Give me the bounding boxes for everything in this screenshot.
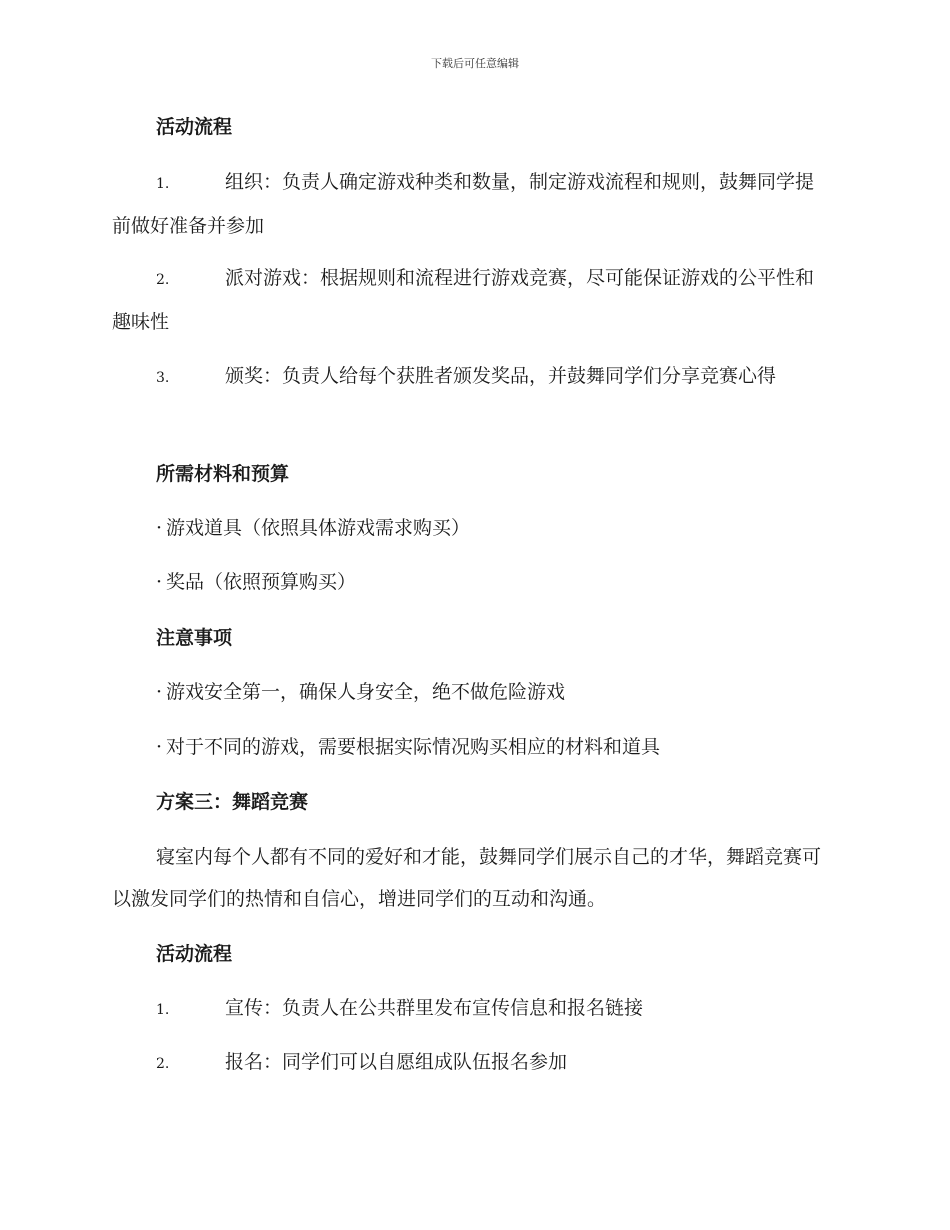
section-heading-notes: 注意事项 bbox=[156, 627, 233, 649]
section-heading-materials: 所需材料和预算 bbox=[156, 463, 290, 485]
bullet-dot: · bbox=[156, 571, 163, 593]
bullet-dot: · bbox=[156, 736, 163, 758]
section-heading-activity-flow-2: 活动流程 bbox=[156, 943, 233, 965]
bullet-item bbox=[156, 569, 356, 595]
bullet-dot: · bbox=[156, 517, 163, 539]
item-text: 报名：同学们可以自愿组成队伍报名参加 bbox=[225, 1051, 568, 1073]
numbered-item bbox=[112, 161, 832, 247]
bullet-item bbox=[156, 679, 565, 705]
header-note: 下载后可任意编辑 bbox=[431, 57, 519, 70]
numbered-item bbox=[112, 1041, 832, 1085]
bullet-item bbox=[156, 515, 470, 541]
item-number: 3. bbox=[156, 370, 170, 386]
item-number: 1. bbox=[156, 176, 170, 192]
bullet-text: 奖品（依照预算购买） bbox=[166, 571, 357, 593]
section-heading-plan3: 方案三：舞蹈竞赛 bbox=[156, 791, 309, 813]
bullet-text: 游戏安全第一，确保人身安全，绝不做危险游戏 bbox=[166, 681, 566, 703]
item-number: 1. bbox=[156, 1002, 170, 1018]
item-text: 颁奖：负责人给每个获胜者颁发奖品，并鼓舞同学们分享竞赛心得 bbox=[225, 365, 777, 387]
item-text: 组织：负责人确定游戏种类和数量，制定游戏流程和规则，鼓舞同学提前做好准备并参加 bbox=[112, 171, 815, 237]
numbered-item bbox=[112, 257, 832, 343]
bullet-item bbox=[156, 734, 660, 760]
bullet-text: 游戏道具（依照具体游戏需求购买） bbox=[166, 517, 471, 539]
item-text: 派对游戏：根据规则和流程进行游戏竞赛，尽可能保证游戏的公平性和趣味性 bbox=[112, 267, 815, 333]
plan3-intro-paragraph: 寝室内每个人都有不同的爱好和才能，鼓舞同学们展示自己的才华，舞蹈竞赛可以激发同学们的热情和自信心，增进同学们的互动和沟通。 bbox=[112, 846, 822, 910]
item-text: 宣传：负责人在公共群里发布宣传信息和报名链接 bbox=[225, 997, 644, 1019]
section-heading-activity-flow: 活动流程 bbox=[156, 116, 233, 138]
numbered-item bbox=[112, 355, 832, 399]
item-number: 2. bbox=[156, 272, 170, 288]
bullet-text: 对于不同的游戏，需要根据实际情况购买相应的材料和道具 bbox=[166, 736, 661, 758]
item-number: 2. bbox=[156, 1056, 170, 1072]
numbered-item bbox=[112, 987, 832, 1031]
bullet-dot: · bbox=[156, 681, 163, 703]
